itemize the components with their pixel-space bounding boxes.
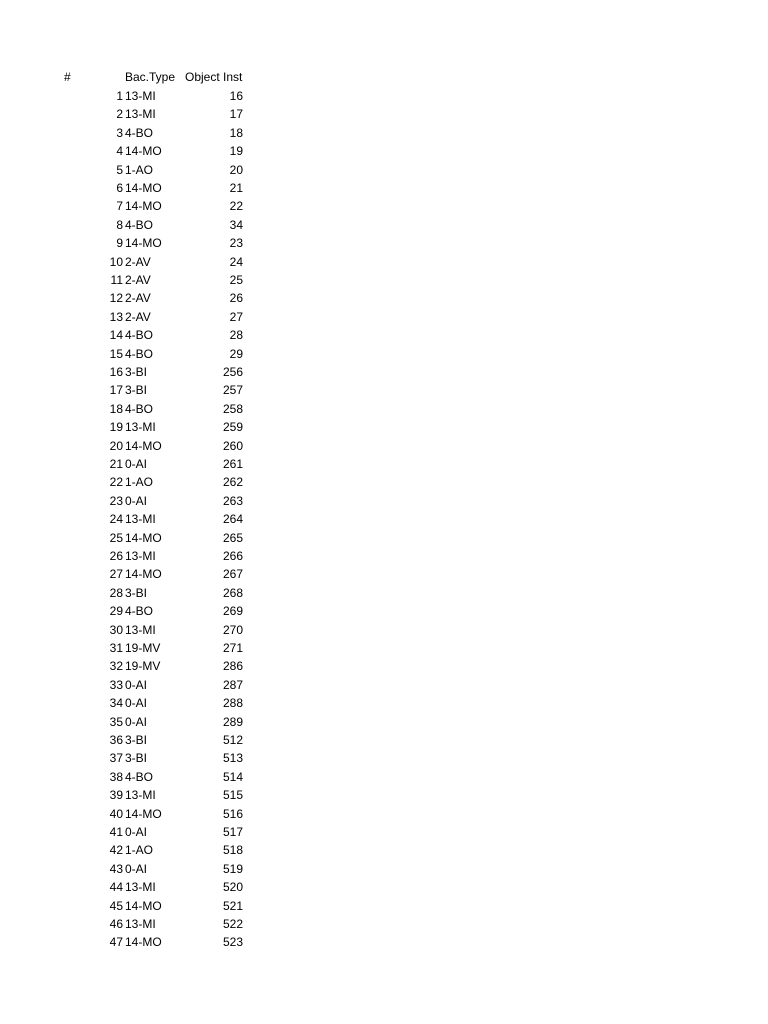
table-row: [0, 253, 768, 271]
row-index: 10: [109, 254, 123, 269]
row-object-inst: 258: [222, 401, 243, 416]
row-bac-type: 14-MO: [125, 567, 162, 582]
row-index: 32: [109, 659, 123, 674]
row-object-inst: 269: [222, 604, 243, 619]
table-row: [0, 768, 768, 786]
row-bac-type: 0-AI: [125, 861, 148, 876]
row-index: 24: [109, 512, 123, 527]
row-index: 37: [109, 751, 123, 766]
row-bac-type: 4-BO: [125, 125, 154, 140]
row-bac-type: 13-MI: [125, 622, 156, 637]
row-index: 30: [109, 622, 123, 637]
row-object-inst: 29: [229, 346, 243, 361]
table-row: [0, 473, 768, 491]
row-object-inst: 21: [229, 181, 243, 195]
row-object-inst: 514: [222, 769, 243, 784]
row-object-inst: 25: [229, 273, 243, 287]
row-object-inst: 518: [222, 843, 243, 858]
row-index: 29: [109, 604, 123, 619]
row-index: 1: [116, 89, 123, 103]
row-object-inst: 259: [222, 420, 243, 435]
row-index: 34: [109, 696, 123, 711]
row-bac-type: 2-AV: [125, 291, 151, 306]
row-bac-type: 13-MI: [125, 420, 156, 435]
row-object-inst: 265: [222, 530, 243, 545]
row-object-inst: 261: [222, 457, 243, 471]
row-object-inst: 34: [229, 217, 243, 232]
row-bac-type: 3-BI: [125, 383, 148, 398]
table-row: [0, 326, 768, 344]
row-index: 9: [116, 236, 123, 251]
table-row: [0, 234, 768, 252]
row-index: 38: [109, 769, 123, 784]
row-index: 6: [116, 181, 123, 195]
table-row: [0, 271, 768, 289]
row-bac-type: 0-AI: [125, 493, 148, 508]
row-index: 44: [109, 880, 123, 895]
row-index: 14: [109, 328, 123, 343]
row-bac-type: 14-MO: [125, 530, 162, 545]
table-row: [0, 437, 768, 455]
row-bac-type: 14-MO: [125, 199, 162, 214]
row-index: 21: [109, 457, 123, 471]
table-row: [0, 381, 768, 399]
row-bac-type: 3-BI: [125, 733, 148, 747]
table-row: [0, 547, 768, 565]
row-index: 31: [109, 641, 123, 655]
row-index: 16: [109, 365, 123, 379]
row-object-inst: 520: [222, 880, 243, 895]
row-bac-type: 4-BO: [125, 346, 154, 361]
row-bac-type: 3-BI: [125, 751, 148, 766]
row-index: 39: [109, 788, 123, 803]
row-bac-type: 13-MI: [125, 549, 156, 563]
row-bac-type: 19-MV: [125, 641, 161, 655]
row-bac-type: 4-BO: [125, 217, 154, 232]
table-row: [0, 915, 768, 933]
row-bac-type: 2-AV: [125, 309, 151, 324]
row-index: 8: [116, 217, 123, 232]
row-object-inst: 28: [229, 328, 243, 343]
row-index: 42: [109, 843, 123, 858]
table-row: [0, 105, 768, 123]
row-index: 4: [116, 144, 123, 159]
row-bac-type: 2-AV: [125, 273, 151, 287]
header-number: #: [64, 70, 71, 84]
row-index: 13: [109, 309, 123, 324]
table-row: [0, 786, 768, 804]
table-row: [0, 602, 768, 620]
table-row: [0, 492, 768, 510]
row-bac-type: 4-BO: [125, 604, 154, 619]
row-bac-type: 14-MO: [125, 806, 162, 821]
row-bac-type: 13-MI: [125, 107, 156, 122]
table-row: [0, 510, 768, 528]
row-object-inst: 26: [229, 291, 243, 306]
header-row: [0, 68, 768, 86]
row-index: 40: [109, 806, 123, 821]
row-object-inst: 256: [222, 365, 243, 379]
table-row: [0, 621, 768, 639]
row-index: 36: [109, 733, 123, 747]
row-bac-type: 4-BO: [125, 401, 154, 416]
table-row: [0, 805, 768, 823]
row-object-inst: 515: [222, 788, 243, 803]
table-row: [0, 749, 768, 767]
row-object-inst: 23: [229, 236, 243, 251]
row-object-inst: 271: [222, 641, 243, 655]
table-row: [0, 860, 768, 878]
row-object-inst: 263: [222, 493, 243, 508]
row-object-inst: 262: [222, 475, 243, 490]
table-row: [0, 694, 768, 712]
row-object-inst: 19: [229, 144, 243, 159]
row-bac-type: 14-MO: [125, 181, 162, 195]
row-object-inst: 16: [229, 89, 243, 103]
row-bac-type: 1-AO: [125, 843, 154, 858]
row-object-inst: 512: [222, 733, 243, 747]
row-bac-type: 14-MO: [125, 898, 162, 913]
row-object-inst: 17: [229, 107, 243, 122]
header-bac-type: Bac.Type: [125, 70, 176, 84]
row-object-inst: 516: [222, 806, 243, 821]
row-bac-type: 13-MI: [125, 512, 156, 527]
row-bac-type: 0-AI: [125, 677, 148, 692]
row-bac-type: 13-MI: [125, 788, 156, 803]
table-row: [0, 197, 768, 215]
table-row: [0, 308, 768, 326]
table-row: [0, 455, 768, 473]
row-index: 5: [116, 162, 123, 177]
table-row: [0, 565, 768, 583]
row-bac-type: 13-MI: [125, 89, 156, 103]
row-bac-type: 3-BI: [125, 585, 148, 600]
row-object-inst: 270: [222, 622, 243, 637]
row-bac-type: 19-MV: [125, 659, 161, 674]
row-object-inst: 266: [222, 549, 243, 563]
row-object-inst: 264: [222, 512, 243, 527]
row-bac-type: 13-MI: [125, 917, 156, 931]
row-index: 11: [110, 273, 123, 287]
table-row: [0, 713, 768, 731]
row-bac-type: 2-AV: [125, 254, 151, 269]
table-row: [0, 345, 768, 363]
row-bac-type: 14-MO: [125, 935, 162, 950]
row-bac-type: 0-AI: [125, 714, 148, 729]
row-bac-type: 14-MO: [125, 236, 162, 251]
row-index: 26: [109, 549, 123, 563]
row-bac-type: 1-AO: [125, 475, 154, 490]
table-row: [0, 418, 768, 436]
row-index: 23: [109, 493, 123, 508]
table-row: [0, 161, 768, 179]
row-bac-type: 1-AO: [125, 162, 154, 177]
row-index: 18: [109, 401, 123, 416]
table-row: [0, 841, 768, 859]
row-index: 7: [116, 199, 123, 214]
row-index: 47: [109, 935, 123, 950]
row-object-inst: 20: [229, 162, 243, 177]
row-index: 33: [109, 677, 123, 692]
row-object-inst: 288: [222, 696, 243, 711]
row-bac-type: 0-AI: [125, 825, 148, 839]
table-row: [0, 87, 768, 105]
row-bac-type: 3-BI: [125, 365, 148, 379]
row-object-inst: 27: [229, 309, 243, 324]
table-row: [0, 529, 768, 547]
row-index: 3: [116, 125, 123, 140]
table-row: [0, 289, 768, 307]
row-index: 17: [109, 383, 123, 398]
row-index: 46: [109, 917, 123, 931]
table-row: [0, 584, 768, 602]
table-row: [0, 639, 768, 657]
row-bac-type: 13-MI: [125, 880, 156, 895]
row-bac-type: 4-BO: [125, 769, 154, 784]
header-object-inst: Object Inst: [185, 70, 243, 84]
row-index: 25: [109, 530, 123, 545]
table-row: [0, 124, 768, 142]
row-object-inst: 519: [222, 861, 243, 876]
table-row: [0, 179, 768, 197]
row-object-inst: 522: [222, 917, 243, 931]
row-index: 20: [109, 438, 123, 453]
row-object-inst: 260: [222, 438, 243, 453]
row-object-inst: 517: [222, 825, 243, 839]
row-bac-type: 0-AI: [125, 696, 148, 711]
table-row: [0, 400, 768, 418]
row-bac-type: 4-BO: [125, 328, 154, 343]
row-object-inst: 286: [222, 659, 243, 674]
row-object-inst: 513: [222, 751, 243, 766]
table-row: [0, 933, 768, 951]
row-bac-type: 14-MO: [125, 144, 162, 159]
row-object-inst: 18: [229, 125, 243, 140]
row-index: 27: [109, 567, 123, 582]
row-index: 15: [109, 346, 123, 361]
table-row: [0, 142, 768, 160]
row-index: 19: [109, 420, 123, 435]
table-row: [0, 823, 768, 841]
row-bac-type: 0-AI: [125, 457, 148, 471]
table-row: [0, 731, 768, 749]
row-index: 45: [109, 898, 123, 913]
row-object-inst: 22: [229, 199, 243, 214]
row-object-inst: 268: [222, 585, 243, 600]
row-index: 22: [109, 475, 123, 490]
row-index: 28: [109, 585, 123, 600]
row-index: 43: [109, 861, 123, 876]
row-bac-type: 14-MO: [125, 438, 162, 453]
row-index: 35: [109, 714, 123, 729]
table-row: [0, 878, 768, 896]
table-row: [0, 676, 768, 694]
table-row: [0, 657, 768, 675]
table-row: [0, 363, 768, 381]
row-index: 41: [109, 825, 123, 839]
table-row: [0, 216, 768, 234]
row-object-inst: 521: [222, 898, 243, 913]
table-row: [0, 897, 768, 915]
row-object-inst: 24: [229, 254, 243, 269]
row-object-inst: 267: [222, 567, 243, 582]
row-object-inst: 289: [222, 714, 243, 729]
row-index: 2: [116, 107, 123, 122]
row-index: 12: [109, 291, 123, 306]
row-object-inst: 523: [222, 935, 243, 950]
row-object-inst: 287: [222, 677, 243, 692]
row-object-inst: 257: [222, 383, 243, 398]
